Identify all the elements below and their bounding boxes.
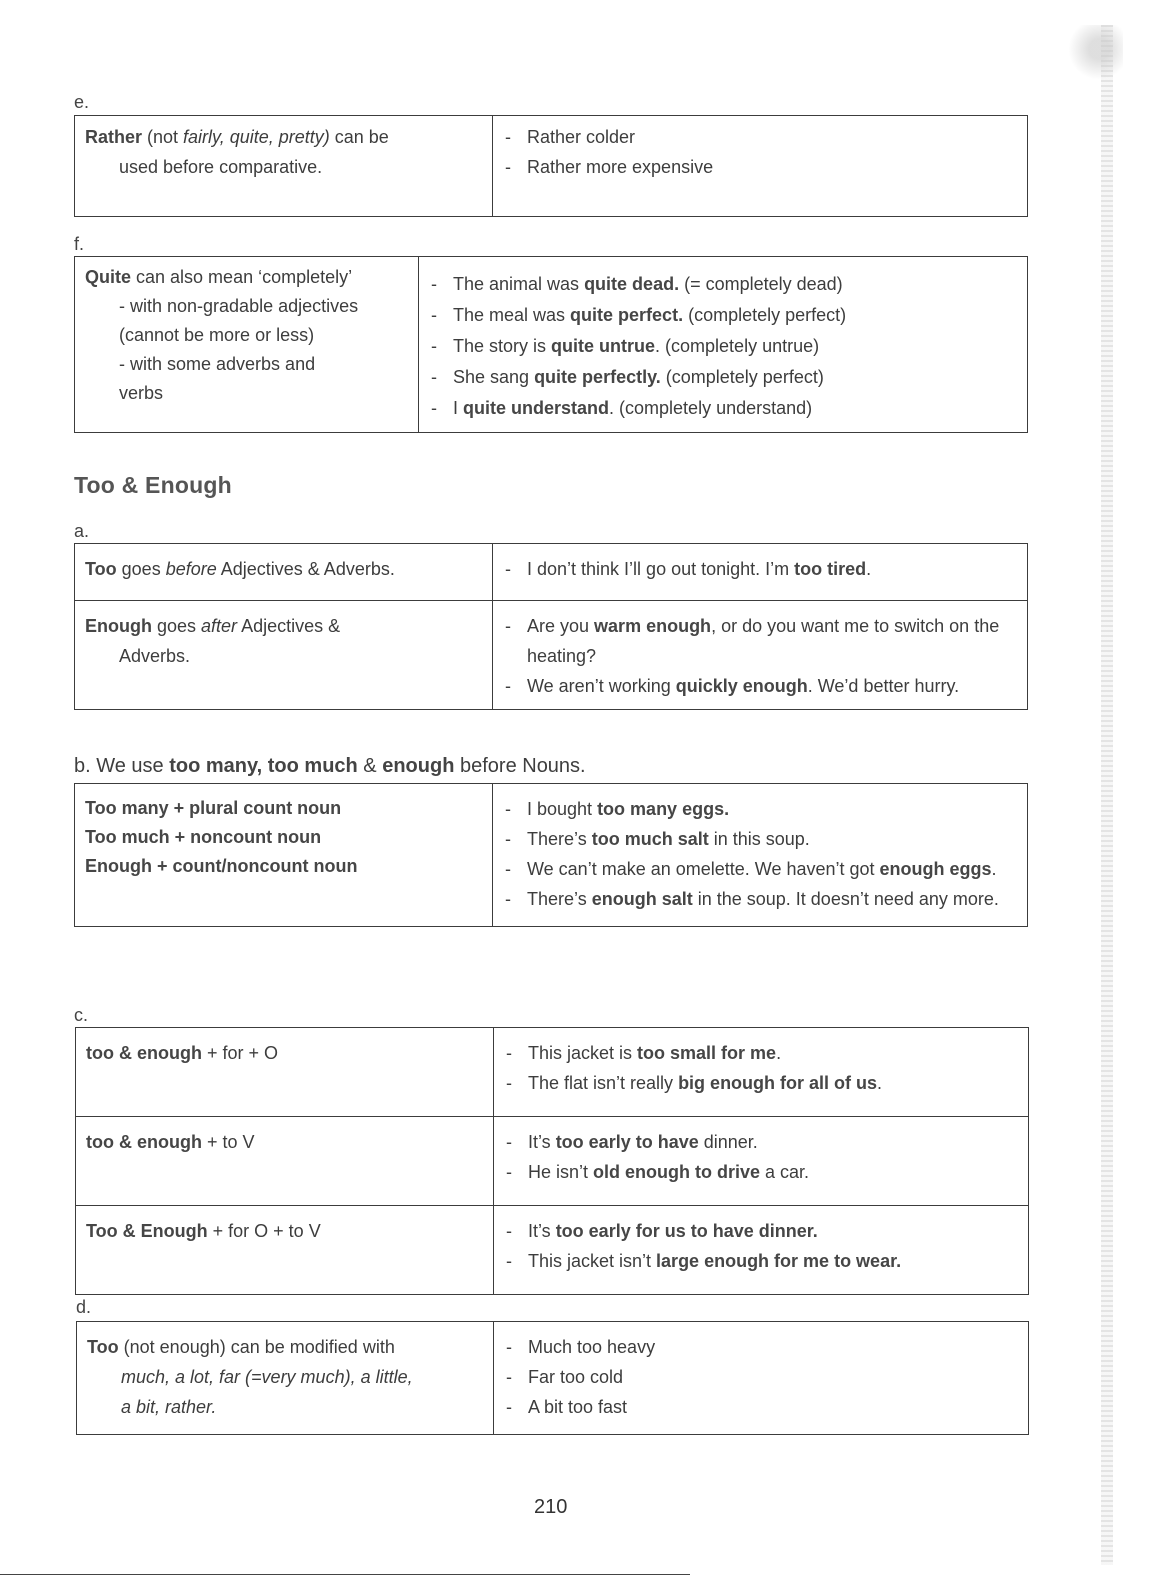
example-item: - There’s too much salt in this soup. <box>503 824 1017 854</box>
example-item: - We can’t make an omelette. We haven’t got enough eggs. <box>503 854 1017 884</box>
bottom-rule <box>0 1574 690 1575</box>
example-item: - Far too cold <box>504 1362 1018 1392</box>
page-number: 210 <box>534 1496 568 1518</box>
section-d-letter: d. <box>76 1297 92 1317</box>
example-item: - The story is quite untrue. (completely untrue) <box>429 331 1017 362</box>
section-a-letter: a. <box>74 521 90 541</box>
table-row <box>75 257 1028 433</box>
rule-cell: Too (not enough) can be modified with much, a lot, far (=very much), a little, a bit, rather. <box>77 1322 494 1435</box>
section-heading: Too & Enough <box>74 472 232 498</box>
section-a-table <box>74 543 1028 710</box>
example-item: - The flat isn’t really big enough for all of us. <box>504 1068 1018 1098</box>
rule-line: Enough + count/noncount noun <box>85 856 358 876</box>
section-b-table <box>74 783 1028 927</box>
example-item: - I bought too many eggs. <box>503 794 1017 824</box>
examples-cell <box>494 1322 1029 1435</box>
example-item: - The meal was quite perfect. (completely perfect) <box>429 300 1017 331</box>
example-item: - Are you warm enough, or do you want me to switch on the heating? <box>503 611 1017 671</box>
examples-cell <box>493 601 1028 710</box>
table-row <box>76 1117 1029 1206</box>
example-item: - It’s too early to have dinner. <box>504 1127 1018 1157</box>
rule-line: Too much + noncount noun <box>85 827 322 847</box>
table-row <box>75 784 1028 927</box>
example-item: - This jacket isn’t large enough for me to wear. <box>504 1246 1018 1276</box>
example-item: - It’s too early for us to have dinner. <box>504 1216 1018 1246</box>
section-e-letter: e. <box>74 92 90 112</box>
section-f-table <box>74 256 1028 433</box>
rule-cell: Enough goes after Adjectives & Adverbs. <box>75 601 493 710</box>
table-row <box>76 1028 1029 1117</box>
rule-keyword: Quite <box>85 267 132 287</box>
rule-cell: Too & Enough + for O + to V <box>76 1206 494 1295</box>
example-item: - I don’t think I’ll go out tonight. I’m too tired. <box>503 554 1017 584</box>
example-item: - The animal was quite dead. (= completely dead) <box>429 269 1017 300</box>
example-item: - Rather colder <box>503 122 1017 152</box>
rule-cell: Rather (not fairly, quite, pretty) can be used before comparative. <box>75 116 493 217</box>
section-c-table <box>75 1027 1029 1295</box>
table-row <box>76 1206 1029 1295</box>
example-item: - There’s enough salt in the soup. It doesn’t need any more. <box>503 884 1017 914</box>
rule-cell: Too goes before Adjectives & Adverbs. <box>75 544 493 601</box>
examples-cell <box>419 257 1028 433</box>
rule-cell: Quite can also mean ‘completely’ - with non-gradable adjectives (cannot be more or less) - with some adverbs and verbs <box>75 257 419 433</box>
scan-edge-smudge <box>1063 25 1123 85</box>
section-c-letter: c. <box>74 1005 89 1025</box>
rule-cell: too & enough + for + O <box>76 1028 494 1117</box>
section-d-table <box>76 1321 1029 1435</box>
section-b-title: b. We use too many, too much & enough before Nouns. <box>74 755 586 777</box>
rule-line: Too many + plural count noun <box>85 798 342 818</box>
examples-cell <box>493 544 1028 601</box>
example-item: - Much too heavy <box>504 1332 1018 1362</box>
example-item: - Rather more expensive <box>503 152 1017 182</box>
examples-cell <box>494 1206 1029 1295</box>
example-item: - I quite understand. (completely understand) <box>429 393 1017 424</box>
example-item: - She sang quite perfectly. (completely perfect) <box>429 362 1017 393</box>
rule-cell <box>75 784 493 927</box>
example-item: - This jacket is too small for me. <box>504 1038 1018 1068</box>
examples-cell <box>493 784 1028 927</box>
rule-cell: too & enough + to V <box>76 1117 494 1206</box>
table-row <box>75 601 1028 710</box>
examples-cell <box>493 116 1028 217</box>
section-e-table <box>74 115 1028 217</box>
table-row <box>75 116 1028 217</box>
table-row <box>77 1322 1029 1435</box>
rule-keyword: Rather <box>85 127 143 147</box>
example-item: - We aren’t working quickly enough. We’d better hurry. <box>503 671 1017 701</box>
table-row <box>75 544 1028 601</box>
example-item: - He isn’t old enough to drive a car. <box>504 1157 1018 1187</box>
examples-cell <box>494 1117 1029 1206</box>
section-f-letter: f. <box>74 234 85 254</box>
example-item: - A bit too fast <box>504 1392 1018 1422</box>
examples-cell <box>494 1028 1029 1117</box>
scan-edge-shadow <box>1101 25 1113 1565</box>
